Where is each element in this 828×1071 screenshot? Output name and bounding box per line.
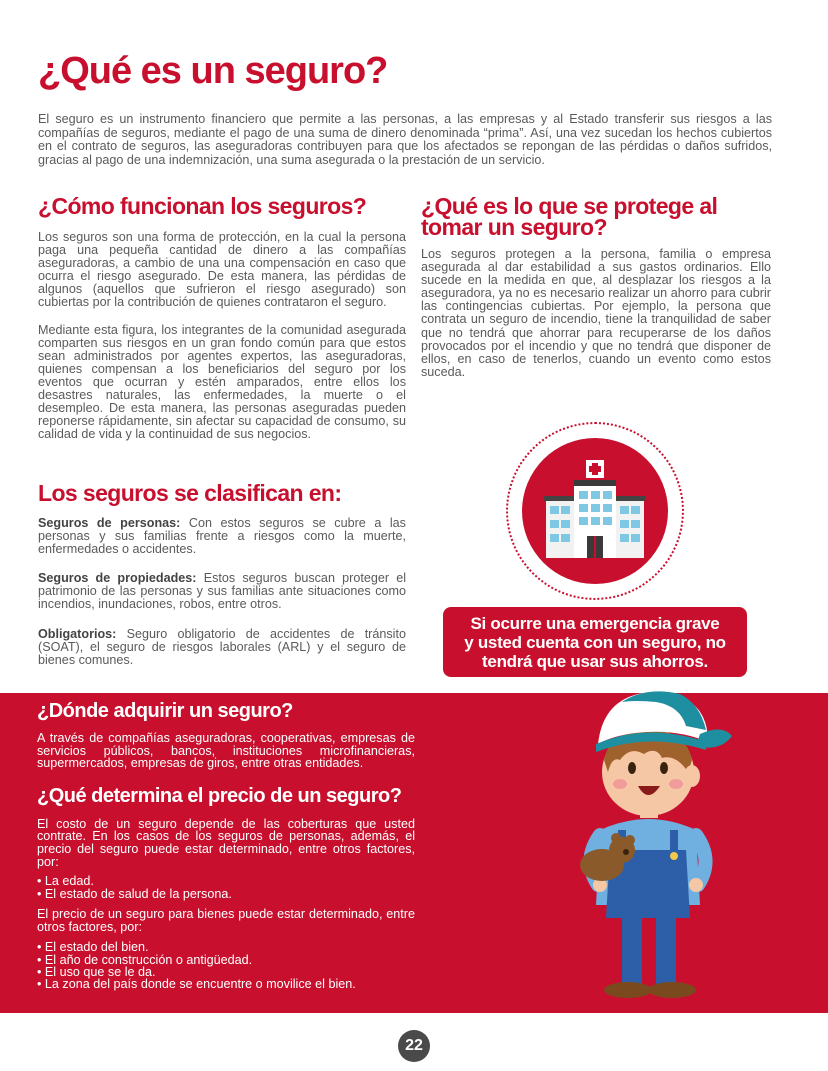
hospital-icon [544,460,646,560]
page-title: ¿Qué es un seguro? [38,50,388,92]
page-number: 22 [398,1030,430,1062]
classify-term: Seguros de propiedades: [38,571,197,586]
list-item: • La zona del país donde se encuentre o movilice el bien. [37,977,356,992]
how-section [38,193,406,442]
where-heading: ¿Dónde adquirir un seguro? [37,700,293,722]
classify-item-propiedades [38,572,406,611]
protect-heading: ¿Qué es lo que se protege al tomar un seguro? [421,193,718,240]
list-item: • El estado del bien. [37,940,149,955]
classify-item-personas [38,517,406,556]
list-item: • El estado de salud de la persona. [37,886,232,901]
how-paragraph-2: Mediante esta figura, los integrantes de la comunidad asegurada comparten sus riesgos en un gran fondo común para que estos sean administrados por agentes expertos, las aseguradoras, quienes compensan a los beneficiarios del seguro por los eventos que ocurran y estén amparados, entre ellos los desastres naturales, las enfermedades, la muerte o el desempleo. De esta manera, las personas aseguradas pueden reponerse rápidamente, sin afectar su capacidad de consumo, su calidad de vida y la continuidad de sus negocios. [38,322,406,442]
boy-illustration [560,680,740,1005]
price-list-2 [37,941,415,991]
hospital-badge [522,438,668,584]
classify-term: Seguros de personas: [38,516,181,530]
callout-line-3: tendrá que usar sus ahorros. [482,652,708,671]
classify-term: Obligatorios: [38,626,117,641]
price-list-1 [37,875,415,900]
protect-paragraph: Los seguros protegen a la persona, familia o empresa asegurada al dar estabilidad a sus gastos ordinarios. Ello sucede en la medida en que, al desplazar los riesgos a la aseguradora, ya no es necesario realizar un ahorro para cubrir las contingencias cubiertas. Por ejemplo, la persona que contrata un seguro de incendio, tiene la tranquilidad de saber que no tendrá que ahorrar para recuperarse de los daños provocados por el incendio y que no tendrá que disponer de ellos, en caso de tenerlos, cuando un evento como estos suceda. [421,247,771,379]
where-paragraph: A través de compañías aseguradoras, cooperativas, empresas de servicios públicos, bancos, instituciones microfinancieras, supermercados, empresas de giros, entre otras entidades. [37,731,415,771]
price-paragraph-1: El costo de un seguro depende de las coberturas que usted contrate. En los casos de los seguros de personas, además, el precio del seguro puede estar determinado, entre otros factores, por: [37,816,415,869]
classify-heading: Los seguros se clasifican en: [38,480,342,506]
callout-line-1: Si ocurre una emergencia grave [470,614,720,633]
list-item: • El año de construcción o antigüedad. [37,952,253,967]
classify-section [38,480,407,683]
list-item: • La edad. [37,874,94,889]
callout-box [443,607,747,677]
classify-text: Seguro obligatorio de accidentes de tránsito (SOAT), el seguro de riesgos laborales (ARL) y el seguro de bienes comunes. [38,626,406,667]
list-item: • El uso que se le da. [37,964,156,979]
how-paragraph-1: Los seguros son una forma de protección, en la cual la persona paga una pequeña cantidad de dinero a las compañías aseguradoras, a cambio de una una compensación en caso que ocurra el riesgo asegurado. De esta manera, las pérdidas de algunos (aquellos que sufrieron el riesgo asegurado) son cubiertas por la contribución de quienes contrataron el seguro. [38,230,406,310]
classify-item-obligatorios [38,628,406,667]
intro-paragraph: El seguro es un instrumento financiero que permite a las personas, a las empresas y al Estado transferir sus riesgos a las compañías de seguros, mediante el pago de una suma de dinero denominada “prima”. Así, una vez sucedan los hechos cubiertos en el contrato de seguros, las aseguradoras contribuyen para que los afectados se repongan de las pérdidas o daños sufridos, gracias al pago de una indemnización, una suma asegurada o la prestación de un servicio. [38,112,772,167]
protect-section [421,193,771,379]
how-heading: ¿Cómo funcionan los seguros? [38,193,367,219]
callout-line-2: y usted cuenta con un seguro, no [464,633,726,652]
band-content [37,701,415,991]
classify-text: Con estos seguros se cubre a las personas y sus familias frente a riesgos como la muerte, enfermedades o accidentes. [38,516,406,557]
price-paragraph-2: El precio de un seguro para bienes puede estar determinado, entre otros factores, por: [37,906,415,934]
price-heading: ¿Qué determina el precio de un seguro? [37,784,402,807]
classify-text: Estos seguros buscan proteger el patrimonio de las personas y sus familias ante situaciones como incendios, inundaciones, robos, entre otros. [38,571,407,612]
